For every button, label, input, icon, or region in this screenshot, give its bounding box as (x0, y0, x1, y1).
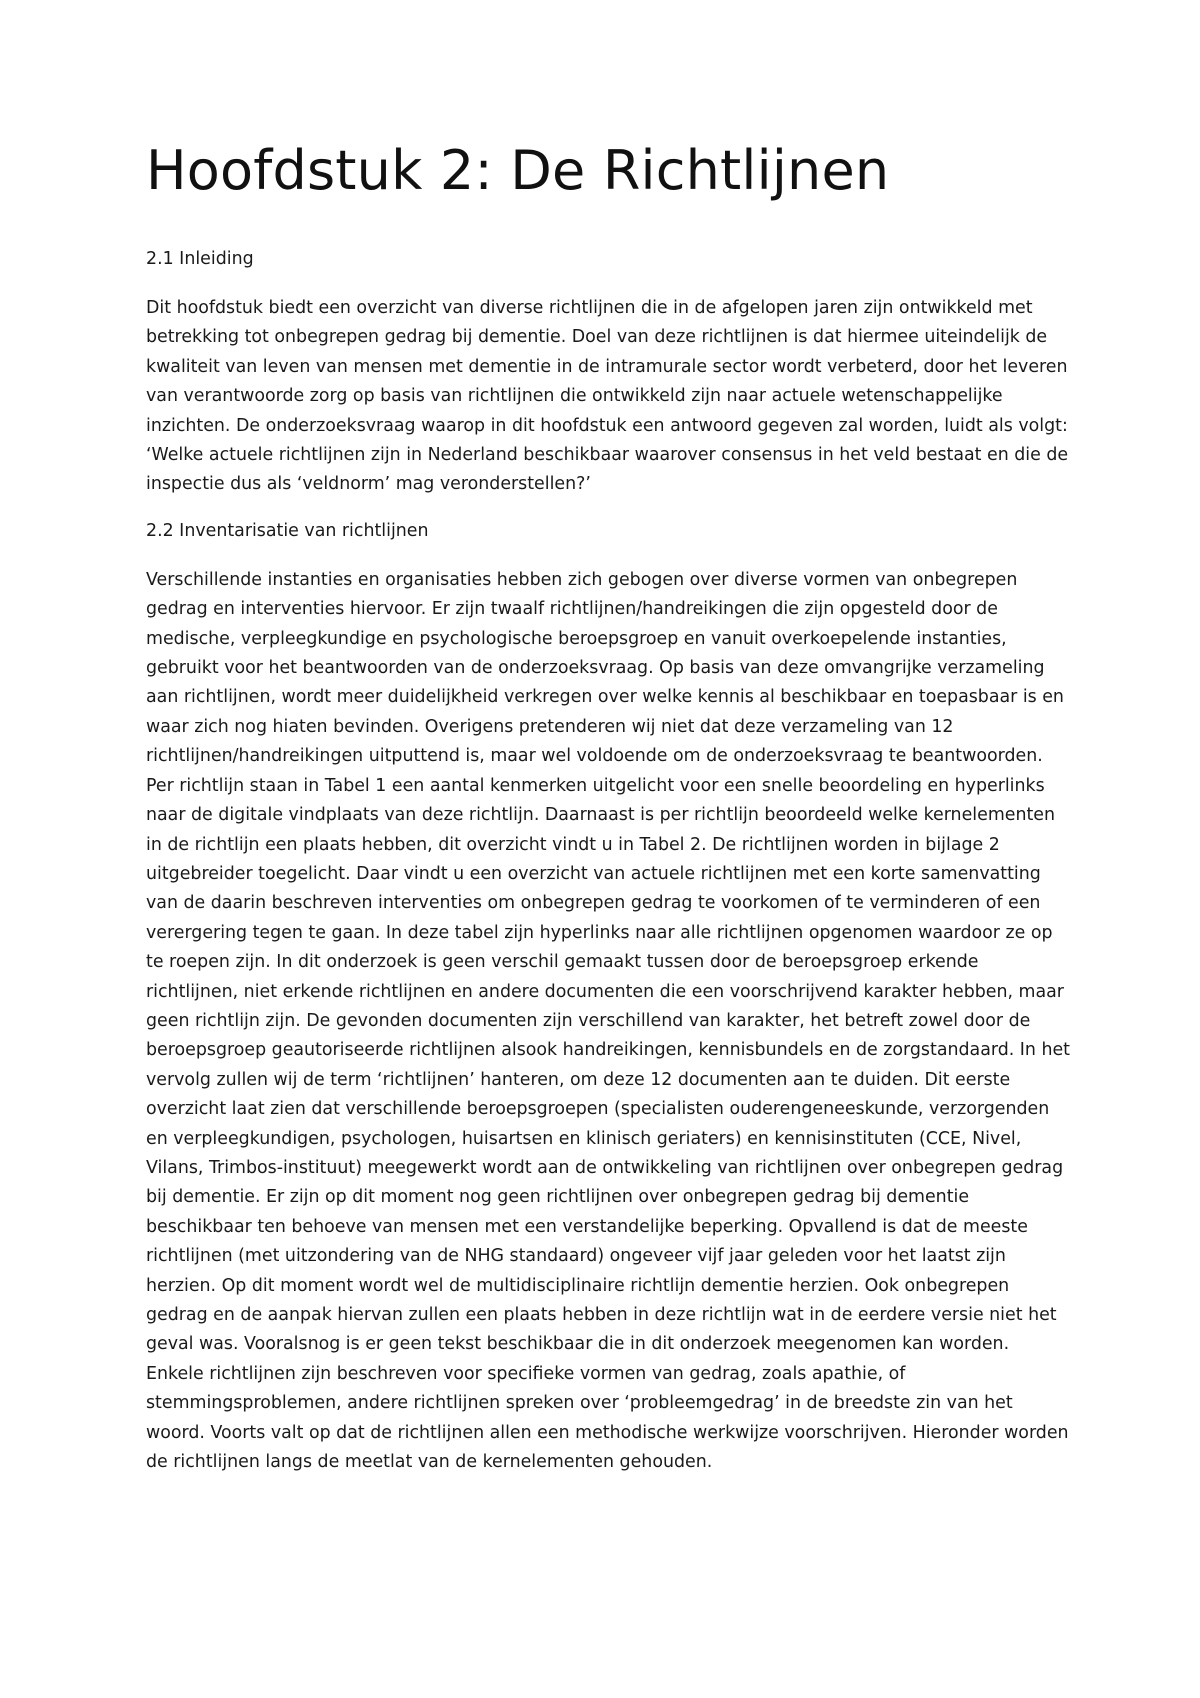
section-paragraph: Verschillende instanties en organisaties hebben zich gebogen over diverse vormen van onbegrepen gedrag en interventies hiervoor. Er zijn twaalf richtlijnen/handreikingen die zijn opgesteld door de medische, verpleegkundige en psychologische beroepsgroep en vanuit overkoepelende instanties, gebruikt voor het beantwoorden van de onderzoeksvraag. Op basis van deze omvangrijke verzameling aan richtlijnen, wordt meer duidelijkheid verkregen over welke kennis al beschikbaar en toepasbaar is en waar zich nog hiaten bevinden. Overigens pretenderen wij niet dat deze verzameling van 12 richtlijnen/handreikingen uitputtend is, maar wel voldoende om de onderzoeksvraag te beantwoorden. Per richtlijn staan in Tabel 1 een aantal kenmerken uitgelicht voor een snelle beoordeling en hyperlinks naar de digitale vindplaats van deze richtlijn. Daarnaast is per richtlijn beoordeeld welke kernelementen in de richtlijn een plaats hebben, dit overzicht vindt u in Tabel 2. De richtlijnen worden in bijlage 2 uitgebreider toegelicht. Daar vindt u een overzicht van actuele richtlijnen met een korte samenvatting van de daarin beschreven interventies om onbegrepen gedrag te voorkomen of te verminderen of een verergering tegen te gaan. In deze tabel zijn hyperlinks naar alle richtlijnen opgenomen waardoor ze op te roepen zijn. In dit onderzoek is geen verschil gemaakt tussen door de beroepsgroep erkende richtlijnen, niet erkende richtlijnen en andere documenten die een voorschrijvend karakter hebben, maar geen richtlijn zijn. De gevonden documenten zijn verschillend van karakter, het betreft zowel door de beroepsgroep geautoriseerde richtlijnen alsook handreikingen, kennisbundels en de zorgstandaard. In het vervolg zullen wij de term ‘richtlijnen’ hanteren, om deze 12 documenten aan te duiden. Dit eerste overzicht laat zien dat verschillende beroepsgroepen (specialisten ouderengeneeskunde, verzorgenden en verpleegkundigen, psychologen, huisartsen en klinisch geriaters) en kennisinstituten (CCE, Nivel, Vilans, Trimbos-instituut) meegewerkt wordt aan de ontwikkeling van richtlijnen over onbegrepen gedrag bij dementie. Er zijn op dit moment nog geen richtlijnen over onbegrepen gedrag bij dementie beschikbaar ten behoeve van mensen met een verstandelijke beperking. Opvallend is dat de meeste richtlijnen (met uitzondering van de NHG standaard) ongeveer vijf jaar geleden voor het laatst zijn herzien. Op dit moment wordt wel de multidisciplinaire richtlijn dementie herzien. Ook onbegrepen gedrag en de aanpak hiervan zullen een plaats hebben in deze richtlijn wat in de eerdere versie niet het geval was. Vooralsnog is er geen tekst beschikbaar die in dit onderzoek meegenomen kan worden. Enkele richtlijnen zijn beschreven voor specifieke vormen van gedrag, zoals apathie, of stemmingsproblemen, andere richtlijnen spreken over ‘probleemgedrag’ in de breedste zin van het woord. Voorts valt op dat de richtlijnen allen een methodische werkwijze voorschrijven. Hieronder worden de richtlijnen langs de meetlat van de kernelementen gehouden. (146, 569, 1071, 1473)
chapter-title: Hoofdstuk 2: De Richtlijnen (146, 139, 890, 202)
section-inventarisatie (146, 518, 1070, 1478)
section-heading: 2.1 Inleiding (146, 249, 254, 269)
section-heading: 2.2 Inventarisatie van richtlijnen (146, 520, 429, 541)
section-paragraph: Dit hoofdstuk biedt een overzicht van diverse richtlijnen die in de afgelopen jaren zijn ontwikkeld met betrekking tot onbegrepen gedrag bij dementie. Doel van deze richtlijnen is dat hiermee uiteindelijk de kwaliteit van leven van mensen met dementie in de intramurale sector wordt verbeterd, door het leveren van verantwoorde zorg op basis van richtlijnen die ontwikkeld zijn naar actuele wetenschappelijke inzichten. De onderzoeksvraag waarop in dit hoofdstuk een antwoord gegeven zal worden, luidt als volgt: ‘Welke actuele richtlijnen zijn in Nederland beschikbaar waarover consensus in het veld bestaat en die de inspectie dus als ‘veldnorm’ mag veronderstellen?’ (146, 298, 1069, 495)
section-inleiding (146, 246, 1070, 500)
document-body (146, 136, 1070, 1495)
